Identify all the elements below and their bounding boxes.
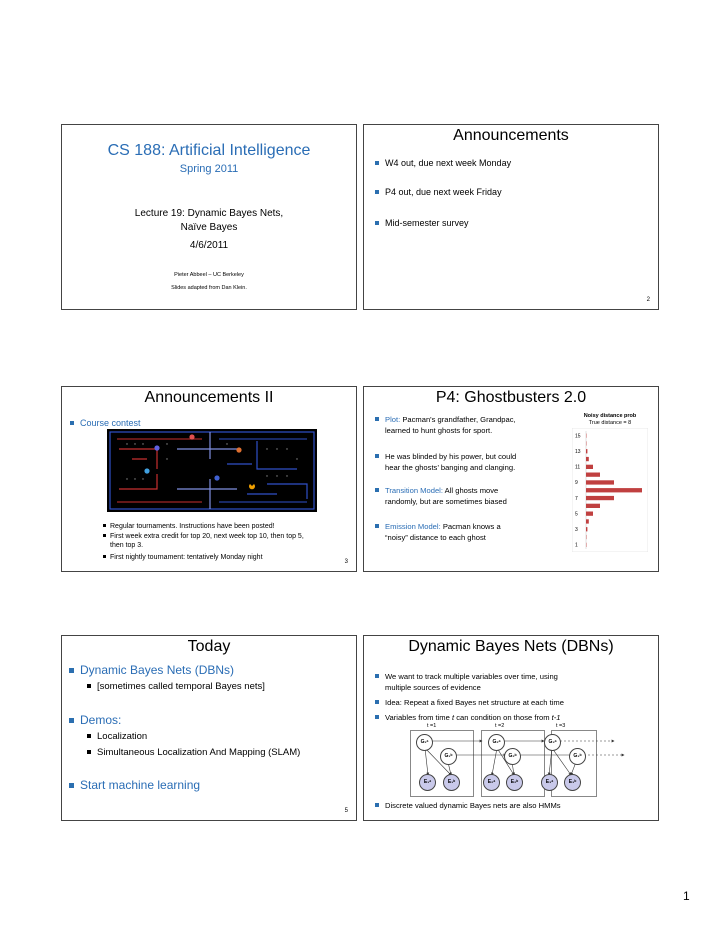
evidence-a-node-t2: E₂ᵃ: [483, 774, 500, 791]
slide-title: Dynamic Bayes Nets (DBNs): [408, 638, 614, 655]
bullet: First nightly tournament: tentatively Monday night: [103, 553, 263, 562]
bullet-continuation: learned to hunt ghosts for sport.: [385, 426, 493, 435]
ghost-a-node-t1: G₁ᵃ: [416, 734, 433, 751]
page-number: 1: [683, 889, 690, 903]
bullet: We want to track multiple variables over time, using: [375, 672, 558, 682]
chart-bar-11: [586, 465, 593, 469]
chart-bar-5: [586, 512, 593, 516]
sub-bullet: Localization: [87, 731, 147, 744]
bullet-continuation: then top 3.: [110, 542, 144, 549]
bullet-icon: [103, 555, 106, 558]
slide-4: [363, 386, 659, 572]
bullet-icon: [375, 417, 379, 421]
bullet-icon: [103, 534, 106, 537]
evidence-a-node-t3: E₃ᵃ: [541, 774, 558, 791]
chart-title: Noisy distance prob: [583, 413, 637, 419]
chart-bar-9: [586, 480, 614, 484]
author: Pieter Abbeel – UC Berkeley: [174, 272, 244, 278]
chart-bar-10: [586, 473, 600, 477]
bullet-icon: [103, 524, 106, 527]
ghost-a-node-t2: G₂ᵃ: [488, 734, 505, 751]
chart-bar-12: [586, 457, 589, 461]
chart-tick-label: 7: [575, 495, 578, 502]
bullet: Course contest: [70, 417, 141, 429]
bullet: Regular tournaments. Instructions have been posted!: [103, 522, 275, 531]
bullet: Start machine learning: [69, 777, 200, 793]
chart-tick-label: 1: [575, 542, 578, 549]
bullet-blind: He was blinded by his power, but could: [375, 452, 516, 462]
slide-3: [61, 386, 357, 572]
bullet-icon: [87, 684, 91, 688]
slide-title: CS 188: Artificial Intelligence: [107, 142, 311, 159]
chart-bar-13: [586, 449, 587, 453]
bullet-emission: Emission Model: Pacman knows a: [375, 522, 501, 532]
chart-tick-label: 11: [575, 464, 581, 471]
bullet-icon: [375, 803, 379, 807]
chart-bar-4: [586, 519, 589, 523]
ghost-b-node-t1: G₁ᵇ: [440, 748, 457, 765]
bullet-icon: [375, 454, 379, 458]
slide-number: 3: [344, 559, 348, 565]
sub-bullet: Simultaneous Localization And Mapping (SLAM): [87, 747, 300, 760]
slide-title: P4: Ghostbusters 2.0: [435, 389, 587, 406]
bullet: Variables from time t can condition on those from t-1: [375, 713, 561, 723]
chart-tick-label: 15: [575, 433, 581, 440]
chart-subtitle: True distance = 8: [588, 420, 632, 426]
bullet-icon: [70, 421, 74, 425]
bullet: P4 out, due next week Friday: [375, 186, 502, 198]
slide-2: [363, 124, 659, 310]
time-label-1: t =1: [427, 723, 437, 729]
ghost-b-node-t3: G₃ᵇ: [569, 748, 586, 765]
bullet: Discrete valued dynamic Bayes nets are also HMMs: [375, 801, 561, 811]
evidence-a-node-t1: E₁ᵃ: [419, 774, 436, 791]
bullet-icon: [375, 488, 379, 492]
bullet-icon: [69, 783, 74, 788]
evidence-b-node-t2: E₂ᵇ: [506, 774, 523, 791]
credit: Slides adapted from Dan Klein.: [171, 285, 247, 291]
bullet-icon: [375, 161, 379, 165]
bullet: Mid-semester survey: [375, 217, 469, 229]
slide-number: 2: [646, 297, 650, 303]
bullet-icon: [375, 190, 379, 194]
chart-tick-label: 5: [575, 511, 578, 518]
slide-subtitle: Spring 2011: [179, 163, 239, 175]
bullet: Demos:: [69, 712, 121, 728]
lecture-title-2: Naïve Bayes: [180, 222, 238, 233]
bullet-continuation: “noisy” distance to each ghost: [385, 533, 486, 542]
chart-tick-label: 13: [575, 449, 581, 455]
slide-5: [61, 635, 357, 821]
time-label-3: t =3: [556, 723, 566, 729]
bullet-icon: [69, 668, 74, 673]
bullet-icon: [69, 718, 74, 723]
bullet-icon: [87, 750, 91, 754]
bullet-continuation: multiple sources of evidence: [385, 683, 481, 692]
bullet-transition: Transition Model: All ghosts move: [375, 486, 498, 496]
bullet: First week extra credit for top 20, next week top 10, then top 5,: [103, 532, 304, 541]
sub-bullet: [sometimes called temporal Bayes nets]: [87, 681, 265, 694]
evidence-b-node-t3: E₃ᵇ: [564, 774, 581, 791]
chart-bar-6: [586, 504, 600, 508]
time-label-2: t =2: [495, 723, 505, 729]
bullet: W4 out, due next week Monday: [375, 157, 511, 169]
evidence-b-node-t1: E₁ᵇ: [443, 774, 460, 791]
slide-title: Announcements II: [144, 389, 274, 406]
ghost-b-node-t2: G₂ᵇ: [504, 748, 521, 765]
bullet-icon: [87, 734, 91, 738]
slide-title: Today: [187, 638, 231, 655]
ghost-a-node-t3: G₃ᵃ: [544, 734, 561, 751]
lecture-date: 4/6/2011: [189, 240, 229, 251]
chart-bar-8: [586, 488, 642, 492]
slide-1: [61, 124, 357, 310]
bullet: Idea: Repeat a fixed Bayes net structure at each time: [375, 698, 564, 708]
bullet-icon: [375, 221, 379, 225]
slide-6: [363, 635, 659, 821]
bullet: Dynamic Bayes Nets (DBNs): [69, 662, 234, 678]
chart-bar-7: [586, 496, 614, 500]
pacman-maze-image: [107, 429, 317, 512]
chart-tick-label: 9: [575, 480, 578, 487]
chart-tick-label: 3: [575, 527, 578, 533]
bullet-continuation: randomly, but are sometimes biased: [385, 497, 507, 506]
chart-bar-3: [586, 527, 587, 531]
dbn-edges: [364, 636, 659, 821]
slide-number: 5: [344, 808, 348, 814]
bullet-continuation: hear the ghosts’ banging and clanging.: [385, 463, 516, 472]
bullet-icon: [375, 524, 379, 528]
noisy-distance-chart: [572, 428, 648, 552]
slide-title: Announcements: [453, 127, 569, 144]
bullet-plot: Plot: Pacman's grandfather, Grandpac,: [375, 415, 516, 425]
lecture-title: Lecture 19: Dynamic Bayes Nets,: [134, 208, 284, 219]
